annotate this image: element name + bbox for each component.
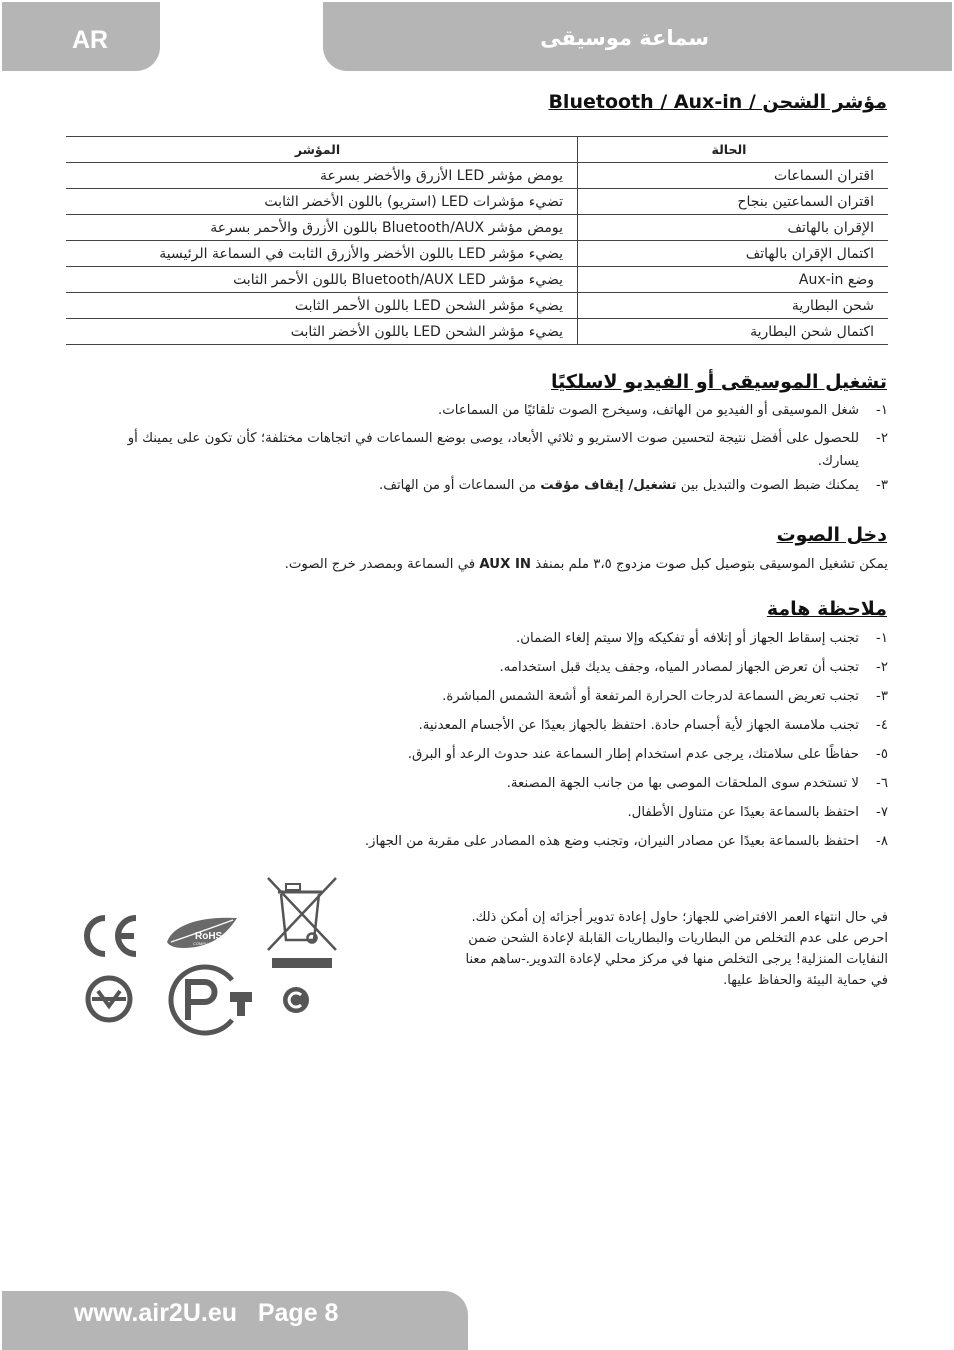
indicator-cell: يومض مؤشر Bluetooth/AUX باللون الأزرق والأحمر بسرعة: [66, 215, 578, 241]
table-row: [66, 215, 888, 241]
wireless-section-title: تشغيل الموسيقى أو الفيديو لاسلكيًا: [551, 371, 887, 393]
audio-in-section-title: دخل الصوت: [776, 524, 887, 546]
indicator-cell: يضيء مؤشر الشحن LED باللون الأحمر الثابت: [66, 293, 578, 319]
indicator-cell: تضيء مؤشرات LED (استريو) باللون الأخضر الثابت: [66, 189, 578, 215]
table-row: [66, 319, 888, 345]
indicator-cell: يومض مؤشر LED الأزرق والأخضر بسرعة: [66, 163, 578, 189]
list-text: تجنب تعريض السماعة لدرجات الحرارة المرتفعة أو أشعة الشمس المباشرة.: [442, 689, 859, 704]
table-header-row: [66, 137, 888, 163]
table-row: [66, 267, 888, 293]
list-number: ١-: [876, 403, 888, 418]
list-number: ٦-: [876, 776, 888, 791]
weee-bin-icon: [266, 876, 338, 972]
list-number: ٥-: [876, 747, 888, 762]
list-item: [66, 473, 888, 499]
footer-bar: [2, 1291, 468, 1350]
notes-section-title: ملاحظة هامة: [766, 598, 887, 620]
eac-circle-icon: [84, 975, 134, 1023]
list-number: ٢-: [876, 431, 888, 446]
audio-in-paragraph: [285, 552, 888, 578]
disposal-line: في حال انتهاء العمر الافتراضي للجهاز؛ حاول إعادة تدوير أجزائه إن أمكن ذلك.: [471, 910, 888, 925]
header-bar: [323, 2, 952, 71]
table-row: [66, 241, 888, 267]
list-text: لا تستخدم سوى الملحقات الموصى بها من جانب الجهة المصنعة.: [506, 776, 859, 791]
status-section-title: مؤشر الشحن / Bluetooth / Aux-in: [548, 91, 887, 113]
table-row: [66, 293, 888, 319]
language-tab: [2, 2, 160, 71]
notes-list: [66, 624, 888, 856]
status-cell: الإقران بالهاتف: [578, 215, 889, 241]
list-item: [66, 624, 888, 653]
rohs-leaf-icon: [163, 912, 241, 954]
list-text-line-2: يسارك.: [817, 454, 859, 469]
list-text: يمكنك ضبط الصوت والتبديل بين: [676, 478, 859, 493]
list-item: [66, 740, 888, 769]
disposal-line: في حماية البيئة والحفاظ عليها.: [723, 973, 888, 988]
ce-mark-icon: [78, 912, 140, 960]
list-text: احتفظ بالسماعة بعيدًا عن مصادر النيران، وتجنب وضع هذه المصادر على مقربة من الجهاز.: [364, 834, 859, 849]
footer-text: www.air2U.eu Page 8: [74, 1299, 339, 1327]
list-item: [66, 682, 888, 711]
indicator-cell: يضيء مؤشر الشحن LED باللون الأخضر الثابت: [66, 319, 578, 345]
list-number: ٤-: [876, 718, 888, 733]
product-title: سماعة موسيقى: [540, 26, 709, 50]
list-text-line-1: للحصول على أفضل نتيجة لتحسين صوت الاستريو و ثلاثي الأبعاد، يوصى بوضع السماعات في اتجاهات مختلفة؛ كأن تكون على يمينك أو: [127, 431, 859, 446]
list-text: شغل الموسيقى أو الفيديو من الهاتف، وسيخرج الصوت تلقائيًا من السماعات.: [438, 403, 859, 418]
status-cell: اكتمال الإقران بالهاتف: [578, 241, 889, 267]
status-cell: وضع Aux-in: [578, 267, 889, 293]
list-item: [66, 769, 888, 798]
list-number: ٨-: [876, 834, 888, 849]
list-text: تجنب إسقاط الجهاز أو إتلافه أو تفكيكه وإلا سيتم إلغاء الضمان.: [516, 631, 859, 646]
disposal-line: احرص على عدم التخلص من البطاريات والبطاريات القابلة لإعادة الشحن ضمن: [468, 931, 888, 946]
certification-c-icon: [280, 984, 312, 1016]
paragraph-text-bold: AUX IN: [479, 557, 532, 572]
table-row: [66, 189, 888, 215]
list-text: تجنب أن تعرض الجهاز لمصادر المياه، وجفف يديك قبل استخدامه.: [499, 660, 859, 675]
list-item: [66, 653, 888, 682]
language-code: AR: [72, 26, 109, 54]
list-text: تجنب ملامسة الجهاز لأية أجسام حادة. احتفظ بالجهاز بعيدًا عن الأجسام المعدنية.: [418, 718, 859, 733]
column-header-indicator: المؤشر: [66, 137, 578, 163]
list-item: [66, 398, 888, 424]
pct-mark-icon: [160, 964, 256, 1036]
list-item: [66, 798, 888, 827]
list-number: ١-: [876, 631, 888, 646]
list-number: ٣-: [876, 689, 888, 704]
status-cell: شحن البطارية: [578, 293, 889, 319]
status-cell: اكتمال شحن البطارية: [578, 319, 889, 345]
list-text-bold: تشغيل/ إيقاف مؤقت: [540, 478, 677, 493]
status-cell: اقتران السماعات: [578, 163, 889, 189]
indicator-cell: يضيء مؤشر LED باللون الأخضر والأزرق الثابت في السماعة الرئيسية: [66, 241, 578, 267]
list-number: ٢-: [876, 660, 888, 675]
status-cell: اقتران السماعتين بنجاح: [578, 189, 889, 215]
list-text: احتفظ بالسماعة بعيدًا عن متناول الأطفال.: [627, 805, 859, 820]
rohs-text: RoHS: [195, 931, 223, 942]
list-number: ٣-: [876, 478, 888, 493]
list-text: من السماعات أو من الهاتف.: [378, 478, 541, 493]
disposal-paragraph: [428, 907, 888, 991]
table-row: [66, 163, 888, 189]
list-item: [66, 711, 888, 740]
status-table: [66, 136, 888, 345]
paragraph-text: يمكن تشغيل الموسيقى بتوصيل كبل صوت مزدوج ٣،٥ ملم بمنفذ: [531, 557, 888, 572]
list-item: [66, 424, 888, 473]
list-text: حفاظًا على سلامتك، يرجى عدم استخدام إطار السماعة عند حدوث الرعد أو البرق.: [407, 747, 859, 762]
disposal-line: النفايات المنزلية! يرجى التخلص منها في مركز محلي لإعادة التدوير.-ساهم معنا: [465, 952, 888, 967]
paragraph-text: في السماعة وبمصدر خرج الصوت.: [284, 557, 480, 572]
list-item: [66, 827, 888, 856]
wireless-steps: [66, 398, 888, 499]
indicator-cell: يضيء مؤشر Bluetooth/AUX LED باللون الأحمر الثابت: [66, 267, 578, 293]
rohs-subtext: COMPLIANT: [193, 941, 217, 946]
list-number: ٧-: [876, 805, 888, 820]
column-header-status: الحالة: [578, 137, 889, 163]
